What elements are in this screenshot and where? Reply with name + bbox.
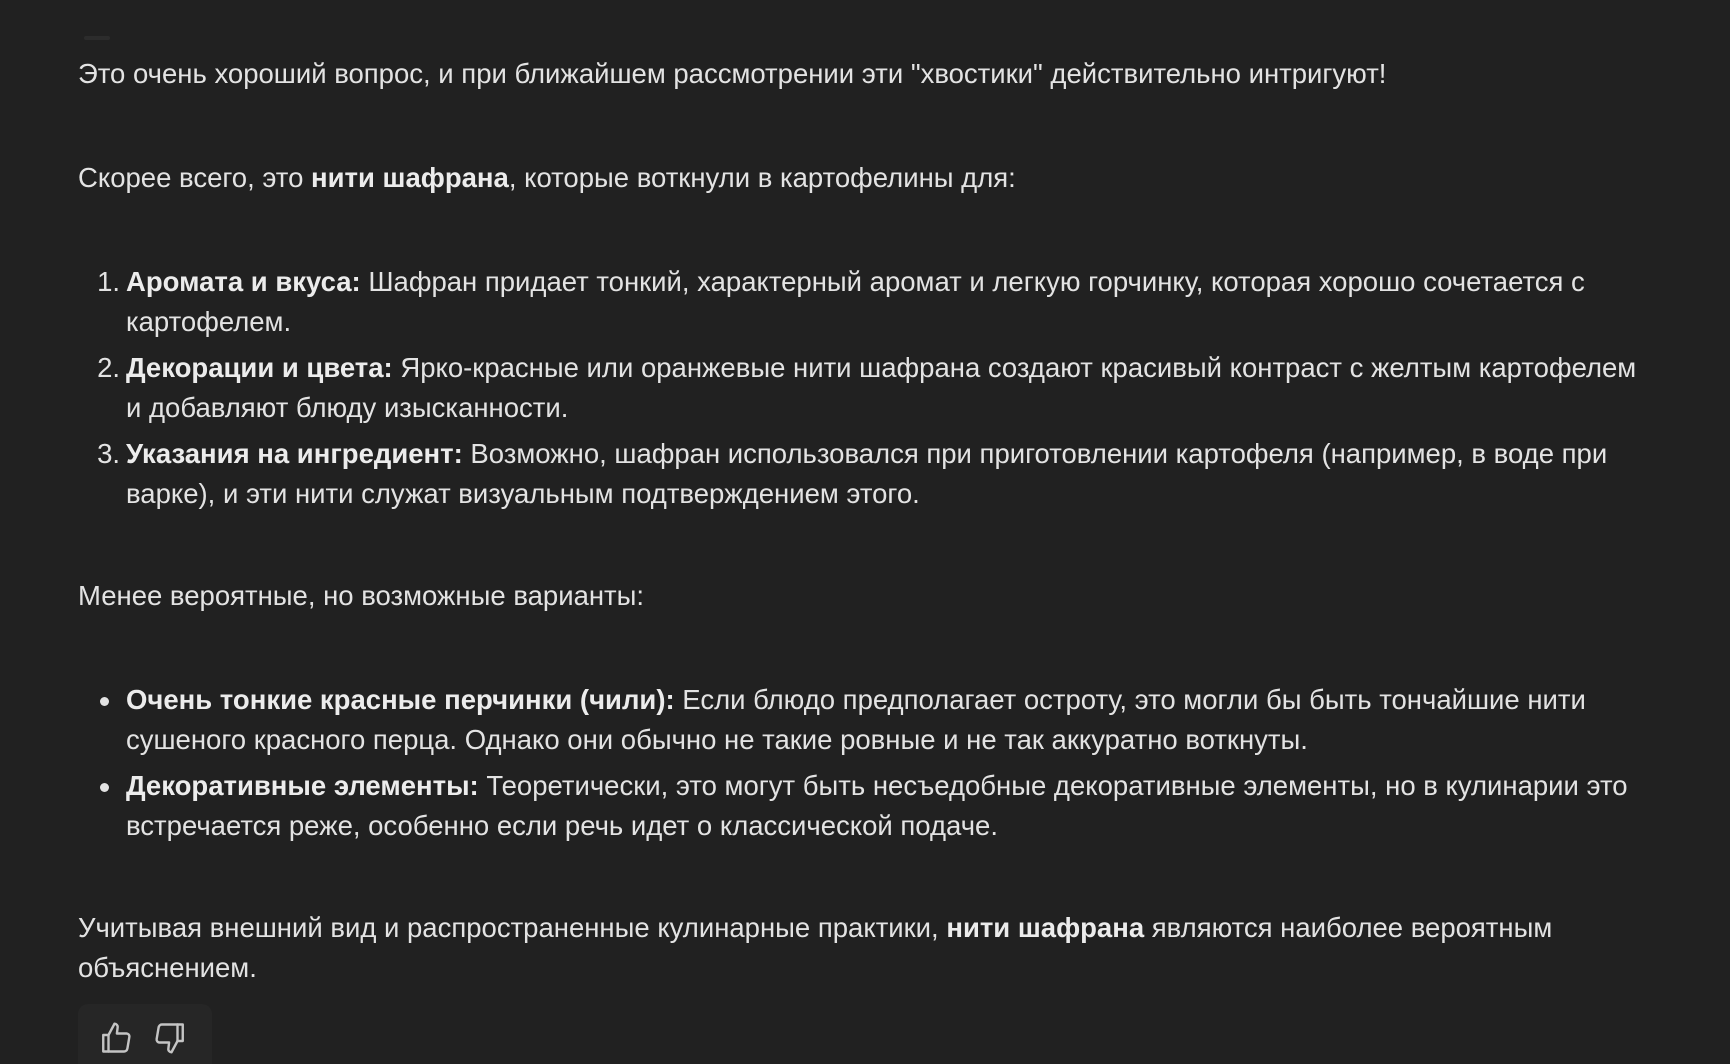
list-item	[78, 262, 1638, 342]
thumbs-down-button[interactable]	[150, 1018, 190, 1058]
list-number: 1.	[97, 266, 120, 297]
alternatives-list	[78, 680, 1638, 852]
list-item-text: Возможно, шафран использовался при приготовлении картофеля (например, в воде при варке), и эти нити служат визуальным подтверждением этого.	[126, 438, 1608, 509]
list-number: 2.	[97, 352, 120, 383]
scroll-fade-marker	[84, 36, 110, 40]
conclusion-text-after: являются наиболее вероятным объяснением.	[78, 912, 1553, 983]
list-item-text: Теоретически, это могут быть несъедобные декоративные элементы, но в кулинарии это встречается реже, особенно если речь идет о классической подаче.	[126, 770, 1628, 841]
list-item-title: Декоративные элементы:	[126, 770, 479, 801]
lead-bold: нити шафрана	[311, 162, 509, 193]
list-item	[78, 348, 1638, 428]
list-item-text: Ярко-красные или оранжевые нити шафрана создают красивый контраст с желтым картофелем и добавляют блюду изысканности.	[126, 352, 1637, 423]
thumbs-down-icon	[152, 1020, 188, 1056]
feedback-bar	[78, 1004, 212, 1064]
list-number: 3.	[97, 438, 120, 469]
list-item-title: Аромата и вкуса:	[126, 266, 361, 297]
bullet-dot	[100, 697, 109, 706]
list-item	[78, 766, 1638, 846]
lead-text-after: , которые воткнули в картофелины для:	[508, 162, 1016, 193]
conclusion-bold: нити шафрана	[946, 912, 1145, 943]
list-item	[78, 434, 1638, 514]
message-conclusion	[78, 908, 1638, 988]
list-item-text: Шафран придает тонкий, характерный аромат и легкую горчинку, которая хорошо сочетается с картофелем.	[126, 266, 1585, 337]
message-intro: Это очень хороший вопрос, и при ближайшем рассмотрении эти "хвостики" действительно интригуют!	[78, 58, 1387, 89]
lead-text-before: Скорее всего, это	[78, 162, 312, 193]
reasons-list	[78, 262, 1638, 520]
thumbs-up-icon	[98, 1020, 134, 1056]
message-lead	[78, 158, 1016, 198]
alternatives-heading: Менее вероятные, но возможные варианты:	[78, 580, 645, 611]
list-item-title: Очень тонкие красные перчинки (чили):	[126, 684, 675, 715]
conclusion-text-before: Учитывая внешний вид и распространенные кулинарные практики,	[78, 912, 947, 943]
thumbs-up-button[interactable]	[96, 1018, 136, 1058]
list-item	[78, 680, 1638, 760]
list-item-title: Указания на ингредиент:	[126, 438, 463, 469]
bullet-dot	[100, 783, 109, 792]
list-item-text: Если блюдо предполагает остроту, это могли бы быть тончайшие нити сушеного красного перца. Однако они обычно не такие ровные и не так аккуратно воткнуты.	[126, 684, 1586, 755]
list-item-title: Декорации и цвета:	[126, 352, 393, 383]
